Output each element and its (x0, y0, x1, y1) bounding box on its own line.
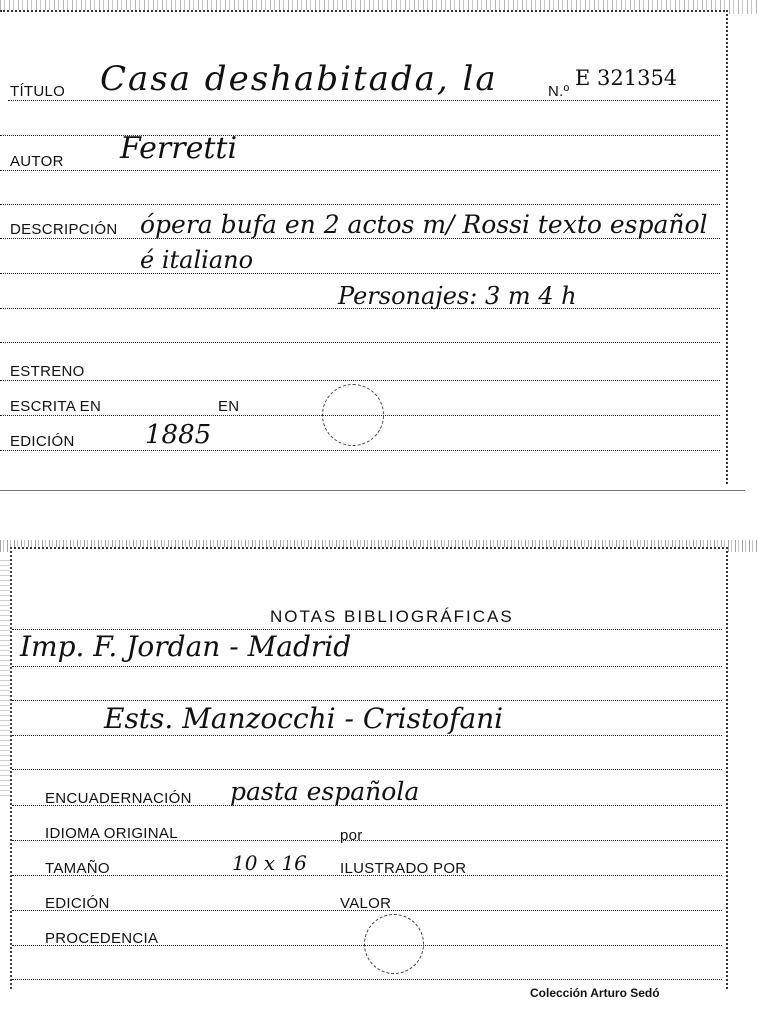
autor-label: AUTOR (10, 153, 64, 170)
titulo-label: TÍTULO (10, 83, 66, 100)
descripcion-line2: é italiano (140, 246, 254, 274)
tamano-value: 10 x 16 (232, 851, 307, 875)
procedencia-label: PROCEDENCIA (45, 930, 159, 947)
card-divider (0, 490, 745, 491)
note-line2: Ests. Manzocchi - Cristofani (104, 702, 504, 735)
rule-b5 (12, 769, 722, 770)
estreno-label: ESTRENO (10, 363, 85, 380)
rule-autor (0, 170, 720, 171)
encuadernacion-label: ENCUADERNACIÓN (45, 790, 192, 807)
en-label: EN (218, 398, 240, 415)
rule-estreno (0, 380, 720, 381)
tamano-label: TAMAÑO (45, 860, 110, 877)
catalog-card-back (10, 547, 728, 1000)
rule-titulo (8, 100, 720, 101)
note-line1: Imp. F. Jordan - Madrid (20, 630, 352, 663)
edicion-b-label: EDICIÓN (45, 895, 110, 912)
autor-value: Ferretti (120, 131, 238, 166)
titulo-value: Casa deshabitada, la (100, 59, 498, 99)
faint-circular-stamp-bottom (364, 914, 424, 974)
edicion-value: 1885 (145, 420, 212, 450)
descripcion-line3: Personajes: 3 m 4 h (338, 282, 577, 310)
valor-label: VALOR (340, 895, 392, 912)
numero-value: E 321354 (575, 66, 678, 90)
escrita-label: ESCRITA EN (10, 398, 102, 415)
edicion-label: EDICIÓN (10, 433, 75, 450)
por-label: por (340, 827, 363, 844)
rule-b11 (12, 979, 722, 980)
rule-b4 (12, 735, 722, 736)
idioma-label: IDIOMA ORIGINAL (45, 825, 178, 842)
rule-edicion (0, 450, 720, 451)
descripcion-line1: ópera bufa en 2 actos m/ Rossi texto español (140, 210, 708, 239)
descripcion-label: DESCRIPCIÓN (10, 221, 118, 238)
rule-b2 (12, 666, 722, 667)
encuadernacion-value: pasta española (230, 777, 420, 806)
rule-b3 (12, 700, 722, 701)
faint-circular-stamp (322, 384, 384, 446)
ilustrado-label: ILUSTRADO POR (340, 860, 467, 877)
rule-5 (0, 342, 720, 343)
coleccion-credit: Colección Arturo Sedó (530, 986, 660, 1000)
notas-heading: NOTAS BIBLIOGRÁFICAS (270, 607, 514, 626)
rule-3 (0, 273, 720, 274)
rule-1 (0, 135, 720, 136)
numero-label: N.º (548, 83, 570, 100)
catalog-card-front (0, 10, 728, 484)
rule-2 (0, 204, 720, 205)
